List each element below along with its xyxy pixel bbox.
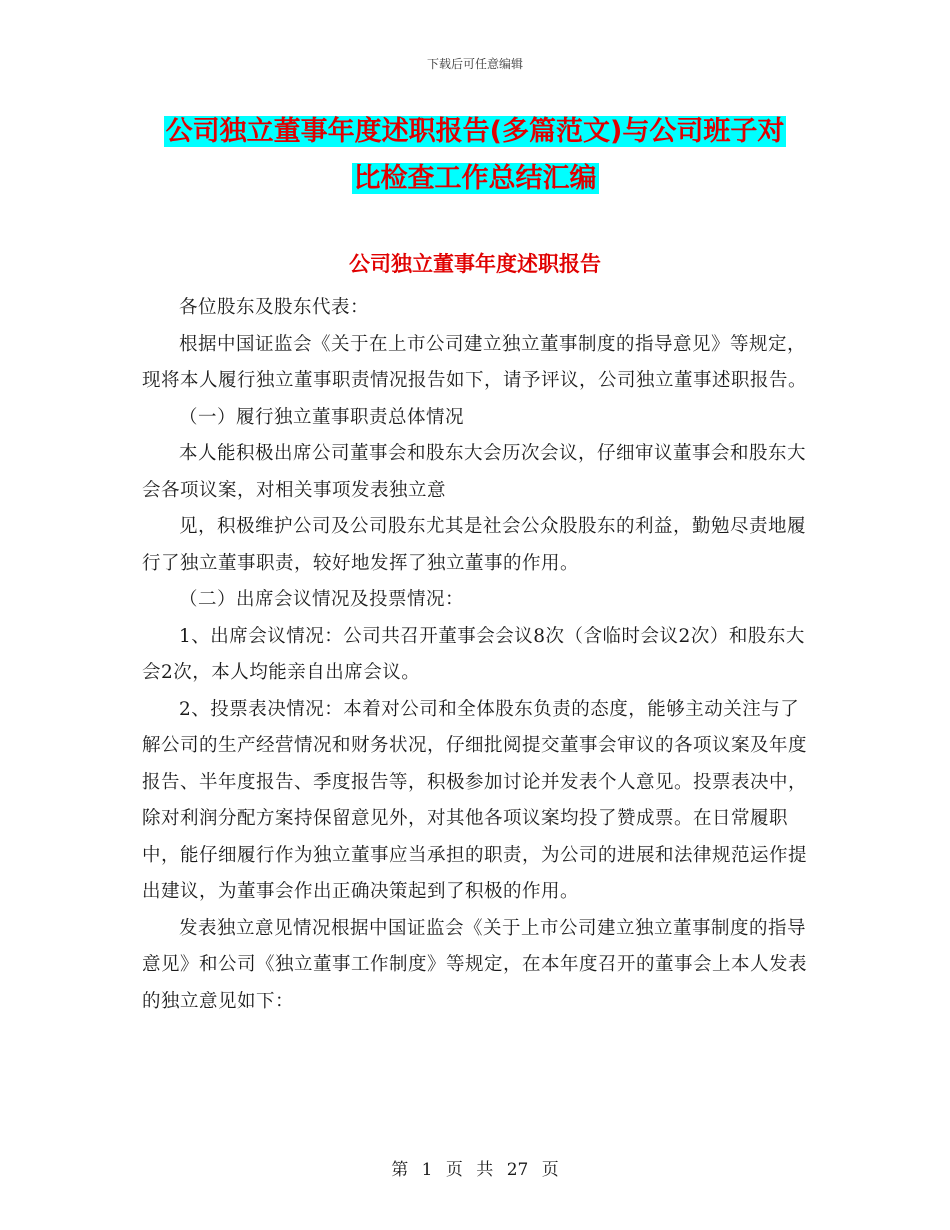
paragraph-voting: 2、投票表决情况：本着对公司和全体股东负责的态度，能够主动关注与了解公司的生产经营情况和财务状况，仔细批阅提交董事会审议的各项议案及年度报告、半年度报告、季度报告等，积极参加讨论并发表个人意见。投票表决中，除对利润分配方案持保留意见外，对其他各项议案均投了赞成票。在日常履职中，能仔细履行作为独立董事应当承担的职责，为公司的进展和法律规范运作提出建议，为董事会作出正确决策起到了积极的作用。 bbox=[142, 698, 808, 902]
paragraph-salutation: 各位股东及股东代表： bbox=[179, 297, 370, 318]
page-header-note: 下载后可任意编辑 bbox=[426, 57, 523, 71]
document-title-line-2: 比检查工作总结汇编 bbox=[353, 163, 597, 194]
paragraph-heading-1: （一）履行独立董事职责总体情况 bbox=[179, 406, 465, 428]
document-title-line-1: 公司独立董事年度述职报告(多篇范文)与公司班子对 bbox=[165, 116, 785, 147]
paragraph-heading-2: （二）出席会议情况及投票情况： bbox=[179, 589, 465, 610]
paragraph-attendance: 1、出席会议情况：公司共召开董事会会议8次（含临时会议2次）和股东大会2次，本人均能亲自出席会议。 bbox=[142, 625, 805, 683]
document-title bbox=[0, 108, 950, 202]
document-body bbox=[142, 290, 810, 1020]
paragraph-duty-part-1: 本人能积极出席公司董事会和股东大会历次会议，仔细审议董事会和股东大会各项议案，对相关事项发表独立意 bbox=[142, 443, 807, 501]
paragraph-independent-opinions: 发表独立意见情况根据中国证监会《关于上市公司建立独立董事制度的指导意见》和公司《独立董事工作制度》等规定，在本年度召开的董事会上本人发表的独立意见如下： bbox=[142, 917, 808, 1012]
section-title: 公司独立董事年度述职报告 bbox=[349, 252, 601, 276]
paragraph-duty-part-2: 见，积极维护公司及公司股东尤其是社会公众股股东的利益，勤勉尽责地履行了独立董事职责，较好地发挥了独立董事的作用。 bbox=[142, 516, 807, 574]
paragraph-intro: 根据中国证监会《关于在上市公司建立独立董事制度的指导意见》等规定，现将本人履行独立董事职责情况报告如下，请予评议，公司独立董事述职报告。 bbox=[142, 333, 808, 391]
page-number-footer: 第 1 页 共 27 页 bbox=[391, 1160, 559, 1180]
